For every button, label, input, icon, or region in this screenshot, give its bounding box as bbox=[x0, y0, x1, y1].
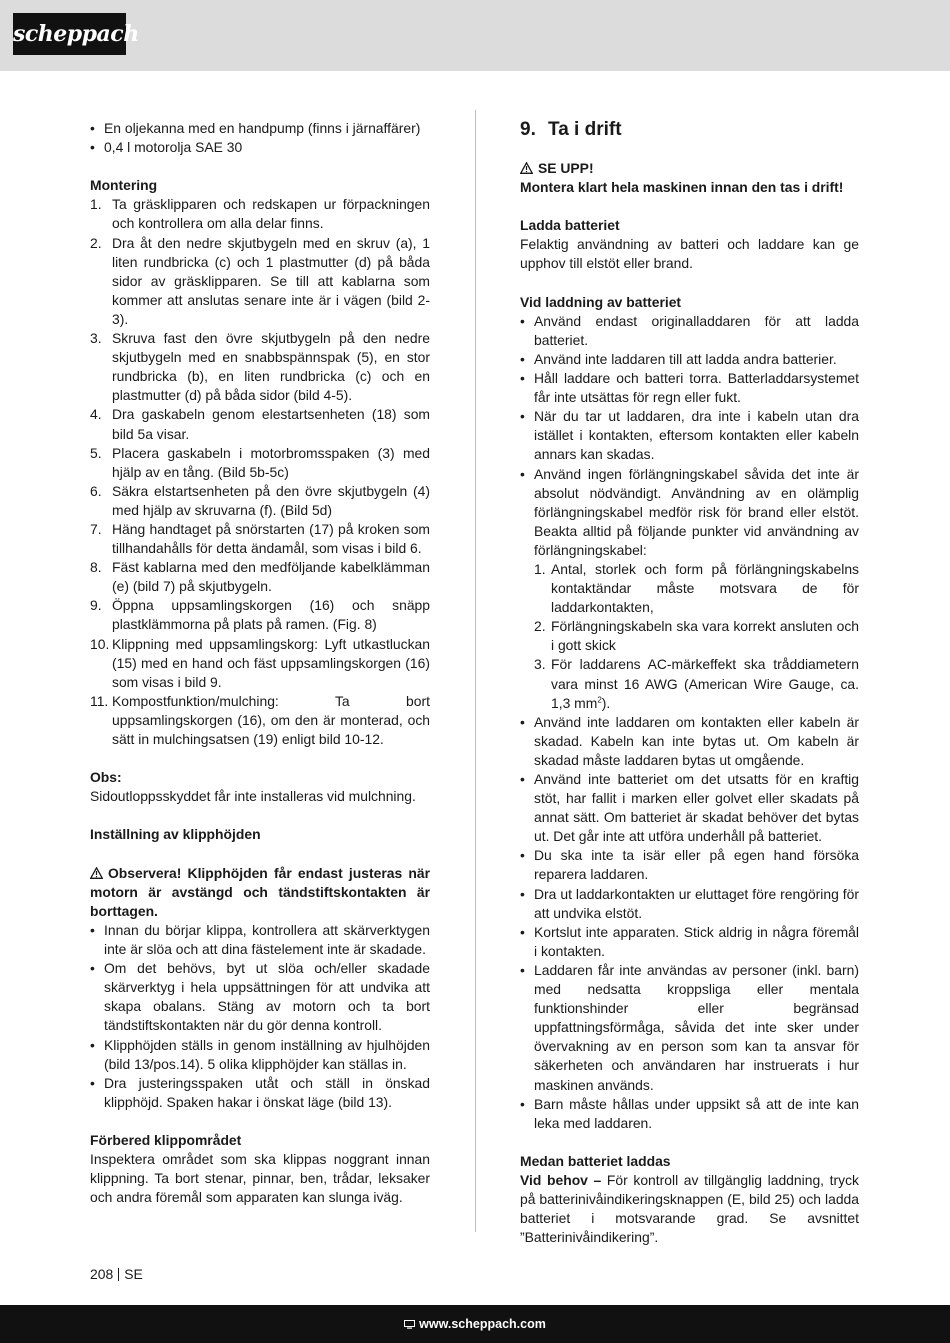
step-text: Öppna uppsamlingskorgen (16) och snäpp plastklämmorna på plats på ramen. (Fig. 8) bbox=[112, 597, 430, 633]
superscript: 2 bbox=[597, 695, 602, 704]
montering-step bbox=[90, 558, 430, 596]
sublist-item bbox=[534, 560, 859, 617]
montering-heading: Montering bbox=[90, 177, 158, 194]
montering-step bbox=[90, 635, 430, 692]
section-heading bbox=[520, 119, 859, 141]
intro-bullet-list bbox=[90, 119, 430, 157]
list-item: • Innan du börjar klippa, kontrollera att skärverktygen inte är slöa och att dina fästelement inte är skadade. bbox=[90, 921, 430, 959]
section-title: Ta i drift bbox=[548, 119, 622, 140]
charging-bullet-list bbox=[520, 312, 859, 1133]
list-item: • Dra ut laddarkontakten ur eluttaget före rengöring för att undvika elstöt. bbox=[520, 885, 859, 923]
medan-heading: Medan batteriet laddas bbox=[520, 1152, 671, 1169]
footer-link[interactable] bbox=[0, 1305, 950, 1343]
ladda-heading: Ladda batteriet bbox=[520, 217, 620, 234]
step-text: Häng handtaget på snörstarten (17) på kroken som tillhandahålls för detta ändamål, som visas i bild 6. bbox=[112, 520, 430, 557]
sublist-item bbox=[534, 617, 859, 655]
sublist-item bbox=[534, 655, 859, 712]
obs-heading: Obs: bbox=[90, 769, 122, 786]
step-number: 3. bbox=[90, 330, 102, 347]
step-number: 9. bbox=[90, 597, 102, 614]
list-item: • Använd endast originalladdaren för att ladda batteriet. bbox=[520, 312, 859, 350]
page-number-separator bbox=[118, 1268, 119, 1281]
installning-bullet-list bbox=[90, 921, 430, 1112]
header-bar bbox=[0, 0, 950, 71]
sublist-number: 3. bbox=[534, 656, 546, 673]
left-column bbox=[90, 119, 430, 1207]
sublist-text-tail: ). bbox=[601, 694, 611, 711]
list-item: • 0,4 l motorolja SAE 30 bbox=[90, 138, 430, 157]
step-text: Klippning med uppsamlingskorg: Lyft utkastluckan (15) med en hand och fäst uppsamlingskorgen (16) som visas i bild 9. bbox=[112, 635, 430, 690]
list-item: • Klipphöjden ställs in genom inställning av hjulhöjden (bild 13/pos.14). 5 olika klipphöjder kan ställas in. bbox=[90, 1036, 430, 1074]
forbered-text: Inspektera området som ska klippas noggrant innan klippning. Ta bort stenar, pinnar, ben, trådar, leksaker och andra föremål som apparaten kan slunga iväg. bbox=[90, 1151, 430, 1206]
list-item: • Använd inte laddaren om kontakten eller kabeln är skadad. Kabeln kan inte bytas ut. Om kabeln är skadad måste laddaren bytas ut omgående. bbox=[520, 713, 859, 770]
step-text: Placera gaskabeln i motorbromsspaken (3) med hjälp av en tång. (Bild 5b-5c) bbox=[112, 444, 430, 480]
montering-step bbox=[90, 596, 430, 634]
montering-step bbox=[90, 405, 430, 443]
step-number: 5. bbox=[90, 444, 102, 461]
installning-heading: Inställning av klipphöjden bbox=[90, 826, 261, 843]
page-number-value: 208 bbox=[90, 1266, 114, 1282]
list-item: • Håll laddare och batteri torra. Batterladdarsystemet får inte utsättas för regn eller fukt. bbox=[520, 369, 859, 407]
warning-title: SE UPP! bbox=[538, 160, 594, 176]
step-number: 4. bbox=[90, 406, 102, 423]
page-language: SE bbox=[124, 1266, 143, 1282]
footer-bar bbox=[0, 1305, 950, 1343]
warning-heading bbox=[520, 159, 859, 178]
step-number: 7. bbox=[90, 520, 102, 537]
sublist-number: 1. bbox=[534, 560, 546, 577]
column-divider bbox=[475, 110, 476, 1232]
step-text: Ta gräsklipparen och redskapen ur förpackningen och kontrollera om alla delar finns. bbox=[112, 196, 430, 232]
montering-step bbox=[90, 444, 430, 482]
montering-step bbox=[90, 520, 430, 558]
extension-cable-sublist bbox=[534, 560, 859, 713]
forbered-heading: Förbered klippområdet bbox=[90, 1131, 242, 1148]
list-item: • En oljekanna med en handpump (finns i järnaffärer) bbox=[90, 119, 430, 138]
installning-warning-text: Observera! Klipphöjden får endast justeras när motorn är avstängd och tändstiftskontakten är borttagen. bbox=[90, 864, 430, 919]
sublist-text: Förlängningskabeln ska vara korrekt ansluten och i gott skick bbox=[551, 618, 859, 654]
step-number: 10. bbox=[90, 635, 110, 652]
brand-logo[interactable] bbox=[13, 13, 139, 55]
monitor-icon bbox=[404, 1320, 415, 1329]
obs-text: Sidoutloppsskyddet får inte installeras vid mulchning. bbox=[90, 788, 416, 805]
sublist-text: För laddarens AC-märkeffekt ska tråddiametern vara minst 16 AWG (American Wire Gauge, ca. 1,3 mm bbox=[551, 656, 859, 711]
warning-triangle-icon bbox=[90, 867, 103, 879]
list-item: • Om det behövs, byt ut slöa och/eller skadade skärverktyg i hela uppsättningen för att undvika att skapa obalans. Stäng av motorn och ta bort tändstiftskontakten när du gör denna kontroll. bbox=[90, 959, 430, 1035]
montering-step bbox=[90, 329, 430, 405]
list-item: • Kortslut inte apparaten. Stick aldrig in några föremål i kontakten. bbox=[520, 923, 859, 961]
montering-step bbox=[90, 482, 430, 520]
warning-triangle-icon bbox=[520, 162, 533, 174]
step-number: 6. bbox=[90, 482, 102, 499]
brand-logo-text: scheppach bbox=[13, 21, 139, 47]
step-text: Dra åt den nedre skjutbygeln med en skruv (a), 1 liten rundbricka (c) och 1 plastmutter (d) på båda sidor av gräsklipparen. Se till att kablarna som kommer att anslutas senare inte är i vägen (bild 2-3). bbox=[112, 234, 430, 327]
step-text: Skruva fast den övre skjutbygeln på den nedre skjutbygeln med en snabbspännspak (5), en stor rundbricka (b), en liten rundbricka (c) och en plastmutter (d) på båda sidor (bild 4-5). bbox=[112, 330, 430, 404]
sublist-text: Antal, storlek och form på förlängningskabelns kontaktändar måste motsvara de för laddarkontakten, bbox=[551, 560, 859, 616]
medan-paragraph bbox=[520, 1171, 859, 1247]
medan-text: För kontroll av tillgänglig laddning, tryck på batterinivåindikeringsknappen (E, bild 25) och ladda batteriet i motsvarande grad. Se avsnittet ”Batterinivåindikering”. bbox=[520, 1171, 859, 1246]
footer-url: www.scheppach.com bbox=[419, 1317, 546, 1331]
list-item-text: Använd ingen förlängningskabel såvida det inte är absolut nödvändigt. Användning av en olämplig förlängningskabel medför risk för brand eller elstöt. Beakta alltid på följande punkter vid användning av förlängningskabel: bbox=[534, 465, 859, 558]
list-item: • Använd inte laddaren till att ladda andra batterier. bbox=[520, 350, 859, 369]
list-item: • Du ska inte ta isär eller på egen hand försöka reparera laddaren. bbox=[520, 846, 859, 884]
ladda-text: Felaktig användning av batteri och laddare kan ge upphov till elstöt eller brand. bbox=[520, 236, 859, 272]
step-text: Kompostfunktion/mulching: Ta bort uppsamlingskorgen (16), om den är monterad, och sätt in mulchingsatsen (19) enligt bild 10-12. bbox=[112, 692, 430, 747]
step-number: 1. bbox=[90, 196, 102, 213]
step-text: Fäst kablarna med den medföljande kabelklämman (e) (bild 7) på skjutbygeln. bbox=[112, 559, 430, 595]
page-number bbox=[90, 1265, 143, 1284]
installning-warning bbox=[90, 864, 430, 921]
sublist-number: 2. bbox=[534, 618, 546, 635]
montering-steps bbox=[90, 195, 430, 749]
list-item: • Använd inte batteriet om det utsatts för en kraftig stöt, har fallit i marken eller golvet eller skadats på annat sätt. Om batteriet är skadat behöver det bytas ut. Det går inte att utföra underhåll på batteriet. bbox=[520, 770, 859, 846]
list-item: • När du tar ut laddaren, dra inte i kabeln utan dra istället i kontakten, eftersom kontakten eller kabeln annars kan skadas. bbox=[520, 407, 859, 464]
vid-laddning-heading: Vid laddning av batteriet bbox=[520, 293, 682, 310]
list-item: • Laddaren får inte användas av personer (inkl. barn) med nedsatta kroppsliga eller mentala funktionshinder eller begränsad uppfattningsförmåga, såvida det inte sker under övervakning av en person som kan ta ansvar för säkerheten och användaren har instruerats i hur maskinen används. bbox=[520, 961, 859, 1095]
montering-step bbox=[90, 195, 430, 233]
list-item: • Dra justeringsspaken utåt och ställ in önskad klipphöjd. Spaken hakar i önskat läge (bild 13). bbox=[90, 1074, 430, 1112]
right-column bbox=[520, 119, 859, 1247]
step-number: 11. bbox=[90, 692, 109, 709]
step-text: Säkra elstartsenheten på den övre skjutbygeln (4) med hjälp av skruvarna (f). (Bild 5d) bbox=[112, 482, 430, 518]
montering-step bbox=[90, 234, 430, 329]
step-number: 2. bbox=[90, 234, 102, 251]
montering-step bbox=[90, 692, 430, 749]
warning-text: Montera klart hela maskinen innan den tas i drift! bbox=[520, 179, 844, 196]
step-text: Dra gaskabeln genom elestartsenheten (18) som bild 5a visar. bbox=[112, 406, 430, 442]
list-item: • Barn måste hållas under uppsikt så att de inte kan leka med laddaren. bbox=[520, 1095, 859, 1133]
section-number: 9. bbox=[520, 119, 536, 140]
step-number: 8. bbox=[90, 559, 102, 576]
list-item bbox=[520, 465, 859, 713]
medan-lead: Vid behov – bbox=[520, 1171, 602, 1188]
